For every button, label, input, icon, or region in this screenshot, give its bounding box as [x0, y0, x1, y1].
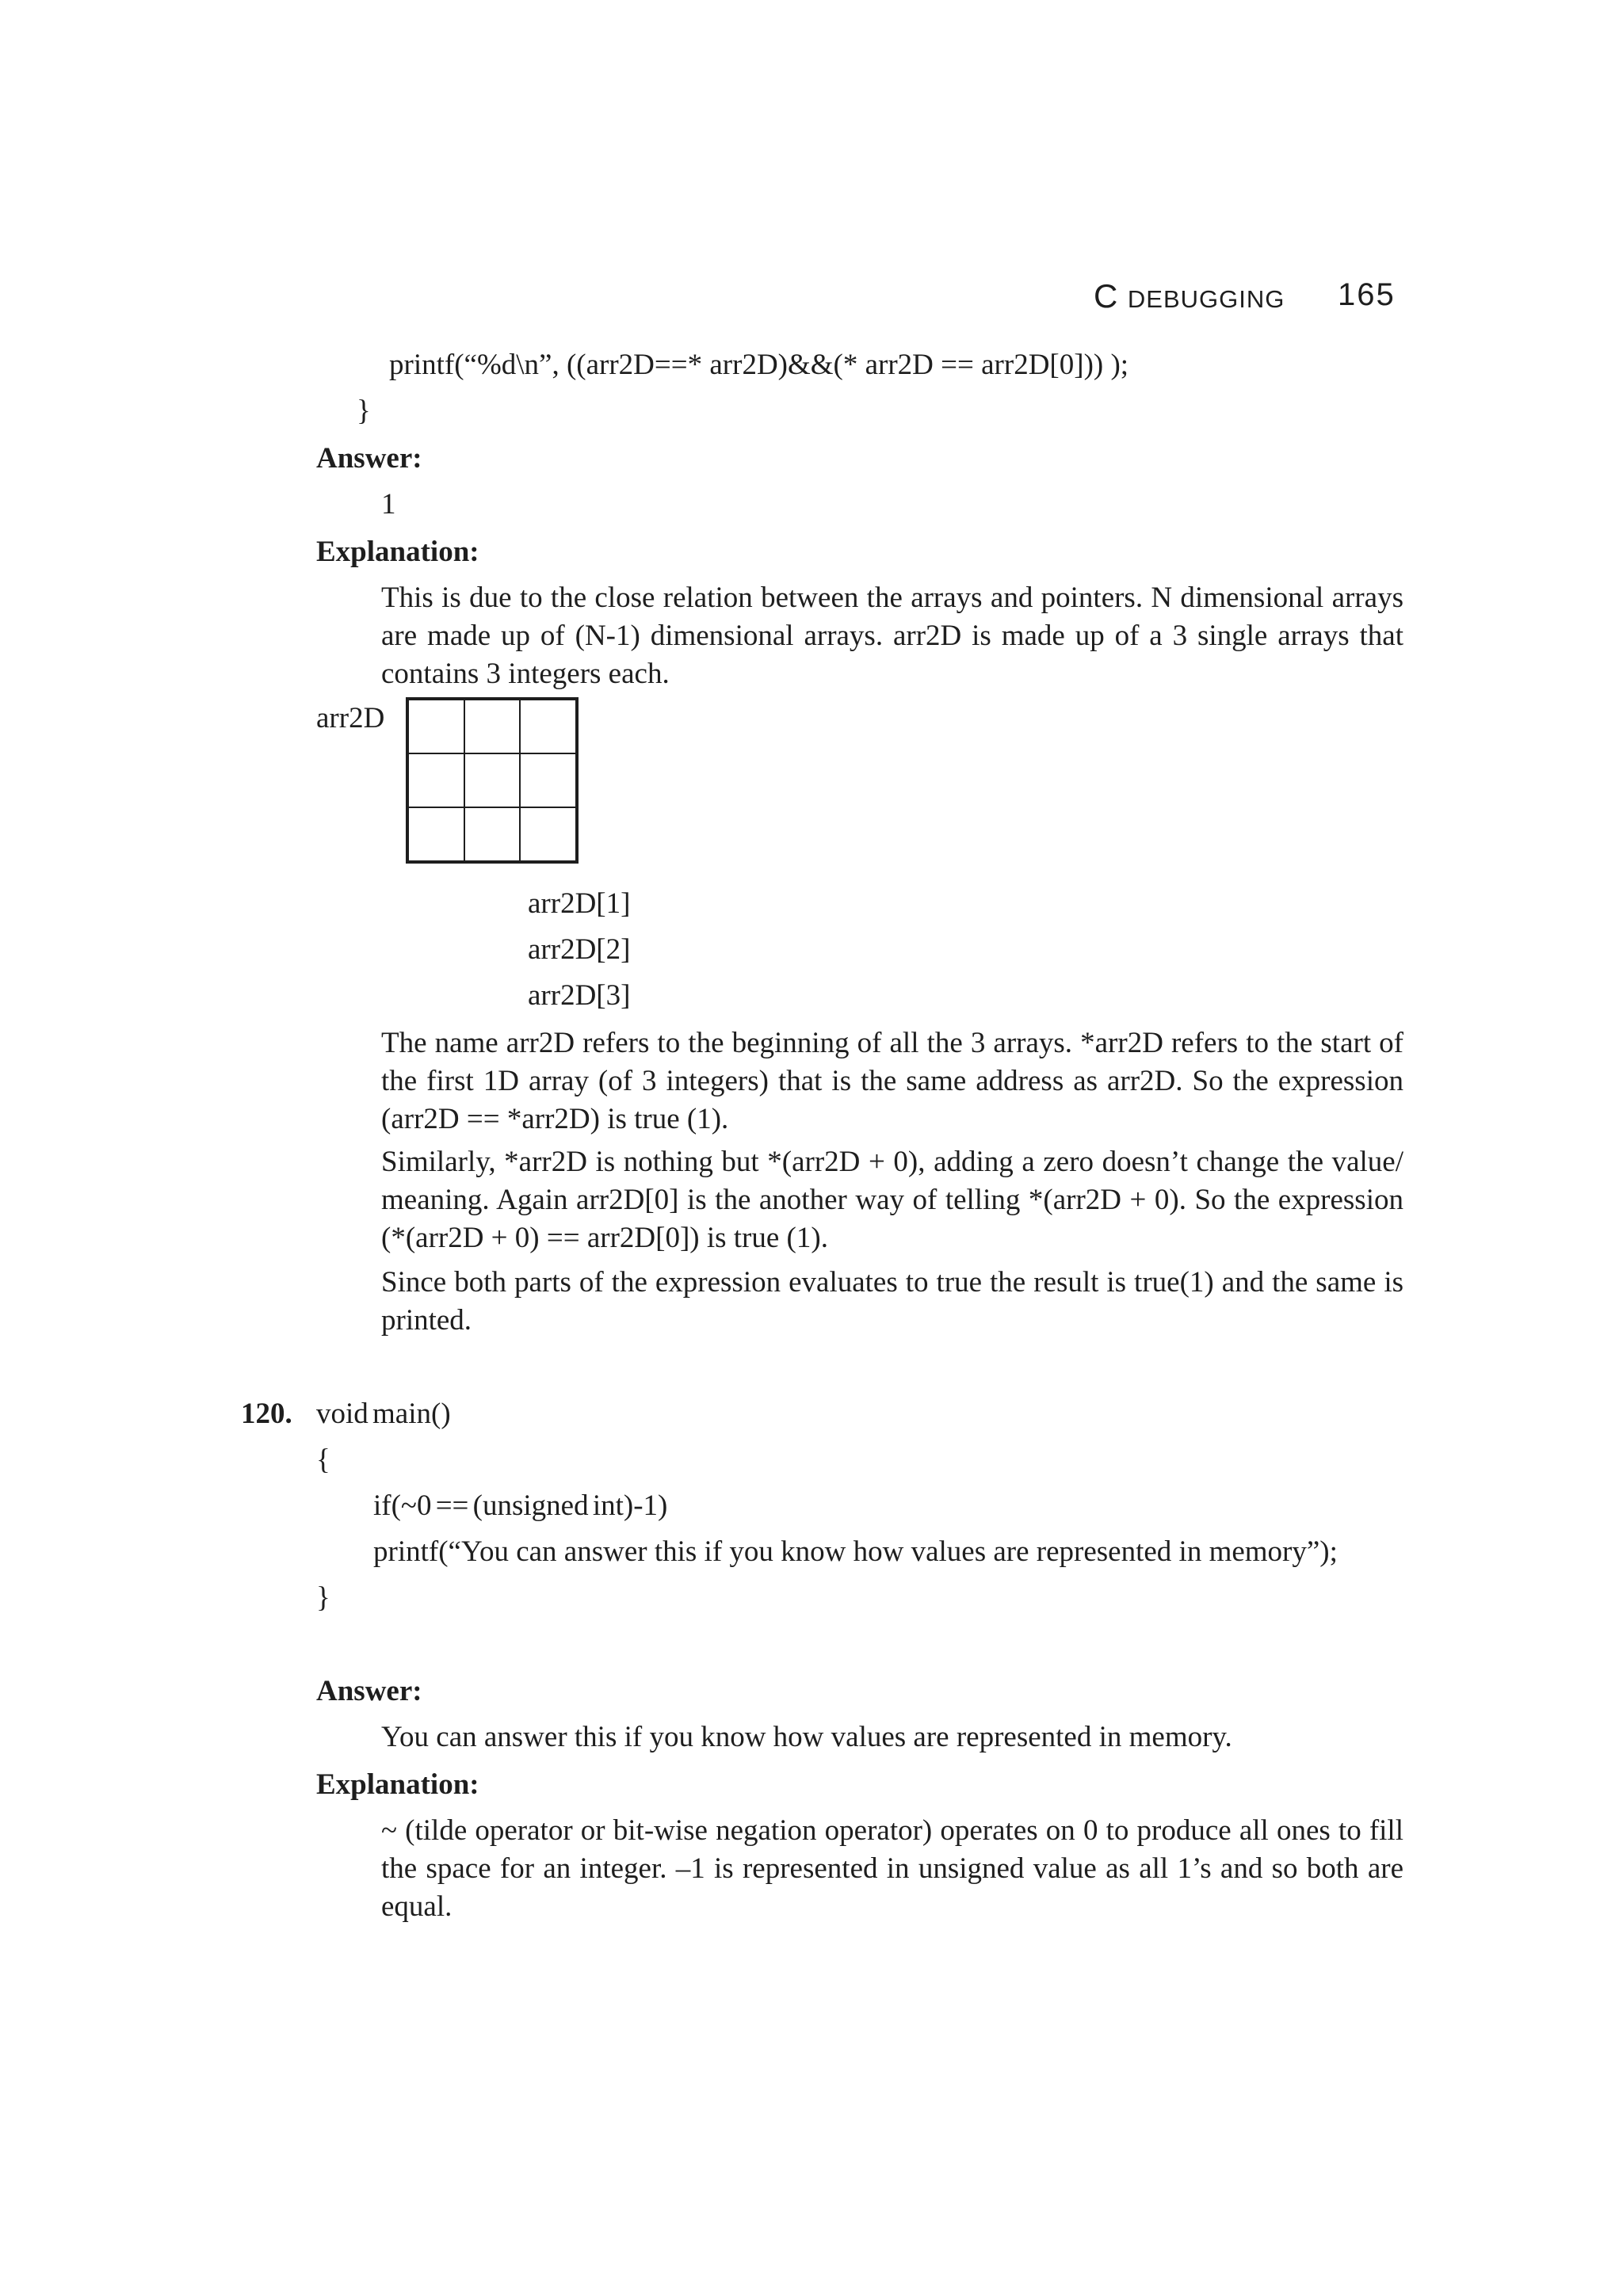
header-title-rest: DEBUGGING	[1127, 285, 1285, 313]
explanation-paragraph-2: The name arr2D refers to the beginning of all the 3 arrays. *arr2D refers to the start of the first 1D array (of 3 integers) that is the same address as arr2D. So the expression (arr2D == *arr2D) is true (1).	[381, 1027, 1403, 1135]
q120-explanation-label: Explanation:	[316, 1768, 479, 1801]
q120-answer-value: You can answer this if you know how values are represented in memory.	[381, 1721, 1232, 1753]
grid-cell	[520, 700, 576, 753]
grid-cell	[464, 807, 521, 861]
header-title-initial: C	[1094, 277, 1119, 315]
code-printf-line: printf(“%d\n”, ((arr2D==* arr2D)&&(* arr2D == arr2D[0])) );	[389, 349, 1129, 381]
answer-label: Answer:	[316, 442, 422, 475]
q120-code-line-4: printf(“You can answer this if you know how values are represented in memory”);	[373, 1535, 1338, 1568]
explanation-label: Explanation:	[316, 536, 479, 568]
diagram-label: arr2D	[316, 702, 385, 734]
q120-code-line-1: void main()	[316, 1398, 451, 1430]
grid-cell	[408, 753, 464, 807]
grid-cell	[520, 753, 576, 807]
page-number: 165	[1338, 277, 1396, 312]
diagram-row-label: arr2D[2]	[528, 933, 631, 966]
grid-cell	[464, 753, 521, 807]
grid-cell	[408, 700, 464, 753]
running-header-title	[1094, 277, 1285, 315]
grid-cell	[464, 700, 521, 753]
diagram-row-label: arr2D[3]	[528, 979, 631, 1012]
answer-value: 1	[381, 488, 396, 521]
explanation-paragraph-4: Since both parts of the expression evaluates to true the result is true(1) and the same is printed.	[381, 1266, 1403, 1337]
diagram-row-label: arr2D[1]	[528, 887, 631, 920]
q120-code-line-2: {	[316, 1444, 330, 1476]
q120-code-line-3: if(~0 == (unsigned int)-1)	[373, 1489, 668, 1522]
q120-code-line-5: }	[316, 1581, 330, 1614]
array-grid-diagram	[406, 697, 579, 864]
explanation-paragraph-3: Similarly, *arr2D is nothing but *(arr2D + 0), adding a zero doesn’t change the value/ meaning. Again arr2D[0] is the another way of telling *(arr2D + 0). So the expression (*(arr2D + 0) == arr2D[0]) is true (1).	[381, 1146, 1403, 1254]
grid-cell	[520, 807, 576, 861]
q120-explanation-paragraph: ~ (tilde operator or bit-wise negation operator) operates on 0 to produce all ones to fill the space for an integer. –1 is represented in unsigned value as all 1’s and so both are equal.	[381, 1814, 1403, 1923]
q120-answer-label: Answer:	[316, 1675, 422, 1707]
code-closing-brace: }	[357, 395, 371, 427]
question-number: 120.	[241, 1398, 292, 1430]
explanation-paragraph-1: This is due to the close relation between the arrays and pointers. N dimensional arrays are made up of (N-1) dimensional arrays. arr2D is made up of a 3 single arrays that contains 3 integers each.	[381, 582, 1403, 690]
grid-cell	[408, 807, 464, 861]
